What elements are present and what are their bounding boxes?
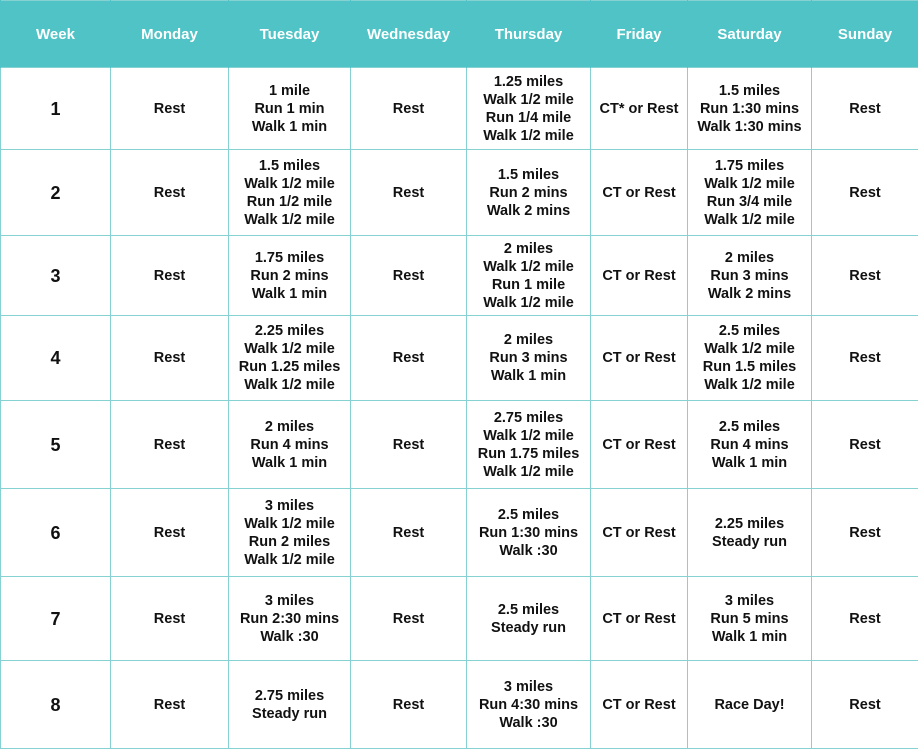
workout-line: Steady run xyxy=(252,705,327,722)
week-number: 5 xyxy=(1,401,111,489)
cell-tuesday xyxy=(229,489,351,577)
cell-friday xyxy=(591,661,688,749)
workout-line: Rest xyxy=(153,436,186,453)
workout-line: CT* or Rest xyxy=(599,100,679,117)
cell-tuesday xyxy=(229,316,351,401)
workout-line: Run 1/4 mile xyxy=(485,109,572,126)
workout-line: Walk 1 min xyxy=(711,628,788,645)
cell-friday xyxy=(591,577,688,661)
workout-line: Run 2:30 mins xyxy=(239,610,340,627)
workout-line: Rest xyxy=(849,524,881,541)
workout-line: Walk 2 mins xyxy=(486,202,571,219)
cell-thursday xyxy=(467,316,591,401)
table-row xyxy=(1,68,918,150)
header-wednesday: Wednesday xyxy=(351,1,467,68)
workout-line: Run 1 mile xyxy=(491,276,566,293)
header-monday: Monday xyxy=(111,1,229,68)
cell-sunday xyxy=(812,68,918,150)
workout-line: Run 2 mins xyxy=(489,184,568,201)
workout-line: CT or Rest xyxy=(602,350,676,366)
workout-line: Steady run xyxy=(712,533,787,550)
cell-saturday xyxy=(688,236,812,316)
workout-line: 2 miles xyxy=(724,249,775,266)
cell-sunday xyxy=(812,401,918,489)
workout-line: CT or Rest xyxy=(602,524,676,541)
workout-line: Run 2 miles xyxy=(248,533,331,550)
cell-wednesday xyxy=(351,236,467,316)
cell-monday xyxy=(111,401,229,489)
workout-line: Rest xyxy=(392,184,425,201)
workout-line: Rest xyxy=(153,267,186,284)
cell-tuesday xyxy=(229,150,351,236)
workout-line: Walk 1/2 mile xyxy=(704,341,795,357)
cell-tuesday xyxy=(229,577,351,661)
workout-line: Run 1.25 miles xyxy=(238,359,341,375)
cell-wednesday xyxy=(351,489,467,577)
workout-line: Run 4 mins xyxy=(250,436,329,453)
workout-line: 2.5 miles xyxy=(718,418,781,435)
workout-line: Walk 1 min xyxy=(251,285,328,302)
workout-line: Rest xyxy=(392,436,425,453)
header-sunday: Sunday xyxy=(812,1,918,68)
workout-line: Walk 1/2 mile xyxy=(244,175,335,192)
header-row xyxy=(1,1,918,68)
table-row xyxy=(1,316,918,401)
workout-line: Run 2 mins xyxy=(250,267,329,284)
workout-line: 2.75 miles xyxy=(254,687,325,704)
workout-line: Rest xyxy=(153,610,186,627)
cell-tuesday xyxy=(229,236,351,316)
cell-saturday xyxy=(688,401,812,489)
workout-line: Rest xyxy=(392,524,425,541)
workout-line: Walk 1/2 mile xyxy=(704,211,795,228)
workout-line: 1.5 miles xyxy=(258,157,321,174)
workout-line: Walk 1/2 mile xyxy=(483,427,574,444)
workout-line: Walk 1/2 mile xyxy=(244,341,335,357)
cell-tuesday xyxy=(229,661,351,749)
workout-line: 1.5 miles xyxy=(497,166,560,183)
week-number: 3 xyxy=(1,236,111,316)
table-header xyxy=(1,1,918,68)
workout-line: Walk 1:30 mins xyxy=(697,118,802,135)
workout-line: Rest xyxy=(153,696,186,713)
workout-line: Run 3 mins xyxy=(489,350,568,366)
cell-wednesday xyxy=(351,68,467,150)
cell-monday xyxy=(111,150,229,236)
cell-sunday xyxy=(812,489,918,577)
workout-line: Walk 1/2 mile xyxy=(704,175,795,192)
cell-thursday xyxy=(467,150,591,236)
workout-line: Run 1 min xyxy=(254,100,325,117)
workout-line: 3 miles xyxy=(264,497,315,514)
workout-line: Walk 1 min xyxy=(251,454,328,471)
table-body xyxy=(1,68,918,749)
cell-thursday xyxy=(467,577,591,661)
workout-line: 2.5 miles xyxy=(718,323,781,339)
header-friday: Friday xyxy=(591,1,688,68)
cell-monday xyxy=(111,316,229,401)
workout-line: Rest xyxy=(849,100,881,117)
workout-line: Run 5 mins xyxy=(710,610,789,627)
workout-line: Walk 1/2 mile xyxy=(483,258,574,275)
workout-line: Rest xyxy=(392,267,425,284)
workout-line: 1.75 miles xyxy=(714,157,785,174)
workout-line: Walk :30 xyxy=(260,628,319,645)
workout-line: Walk 1/2 mile xyxy=(244,377,335,393)
week-number: 7 xyxy=(1,577,111,661)
cell-sunday xyxy=(812,316,918,401)
workout-line: Walk 1/2 mile xyxy=(483,463,574,480)
table-row xyxy=(1,236,918,316)
week-number: 8 xyxy=(1,661,111,749)
workout-line: Walk 1 min xyxy=(711,454,788,471)
cell-friday xyxy=(591,401,688,489)
workout-line: 2.5 miles xyxy=(497,506,560,523)
workout-line: Rest xyxy=(849,350,881,366)
workout-line: CT or Rest xyxy=(602,436,676,453)
workout-line: Walk :30 xyxy=(499,714,558,731)
header-tuesday: Tuesday xyxy=(229,1,351,68)
workout-line: 2.75 miles xyxy=(493,409,564,426)
cell-monday xyxy=(111,489,229,577)
workout-line: CT or Rest xyxy=(602,696,676,713)
workout-line: Rest xyxy=(153,524,186,541)
cell-friday xyxy=(591,68,688,150)
workout-line: Walk 1/2 mile xyxy=(483,294,574,311)
workout-line: Rest xyxy=(392,696,425,713)
workout-line: Rest xyxy=(849,436,881,453)
cell-sunday xyxy=(812,661,918,749)
workout-line: Walk 1/2 mile xyxy=(704,377,795,393)
cell-thursday xyxy=(467,401,591,489)
workout-line: Walk 1/2 mile xyxy=(483,127,574,144)
workout-line: Rest xyxy=(392,100,425,117)
cell-wednesday xyxy=(351,316,467,401)
cell-thursday xyxy=(467,236,591,316)
cell-monday xyxy=(111,68,229,150)
workout-line: CT or Rest xyxy=(602,184,676,201)
week-number: 1 xyxy=(1,68,111,150)
cell-wednesday xyxy=(351,577,467,661)
workout-line: 1.25 miles xyxy=(493,73,564,90)
workout-line: 3 miles xyxy=(503,678,554,695)
table-row xyxy=(1,661,918,749)
workout-line: Rest xyxy=(849,696,881,713)
week-number: 4 xyxy=(1,316,111,401)
workout-line: 3 miles xyxy=(724,592,775,609)
workout-line: Run 4 mins xyxy=(710,436,789,453)
workout-line: Race Day! xyxy=(714,696,785,713)
table-row xyxy=(1,150,918,236)
cell-saturday xyxy=(688,150,812,236)
workout-line: Walk 1/2 mile xyxy=(483,91,574,108)
cell-tuesday xyxy=(229,401,351,489)
workout-line: Rest xyxy=(392,350,425,366)
week-number: 6 xyxy=(1,489,111,577)
cell-saturday xyxy=(688,489,812,577)
workout-line: 2.25 miles xyxy=(254,323,325,339)
cell-friday xyxy=(591,316,688,401)
workout-line: Walk 1/2 mile xyxy=(244,515,335,532)
workout-line: 2 miles xyxy=(503,332,554,348)
cell-wednesday xyxy=(351,150,467,236)
cell-monday xyxy=(111,661,229,749)
workout-line: Walk 1/2 mile xyxy=(244,551,335,568)
workout-line: Run 3 mins xyxy=(710,267,789,284)
workout-line: Run 1:30 mins xyxy=(699,100,800,117)
workout-line: Rest xyxy=(849,184,881,201)
workout-line: Steady run xyxy=(491,619,566,636)
workout-line: 2 miles xyxy=(503,240,554,257)
workout-line: 2 miles xyxy=(264,418,315,435)
cell-saturday xyxy=(688,68,812,150)
cell-thursday xyxy=(467,661,591,749)
workout-line: Run 3/4 mile xyxy=(706,193,793,210)
header-thursday: Thursday xyxy=(467,1,591,68)
workout-line: CT or Rest xyxy=(602,610,676,627)
table-row xyxy=(1,489,918,577)
cell-wednesday xyxy=(351,661,467,749)
table-row xyxy=(1,577,918,661)
workout-line: CT or Rest xyxy=(602,267,676,284)
workout-line: 1 mile xyxy=(268,82,311,99)
workout-line: Rest xyxy=(153,350,186,366)
workout-line: Run 1.75 miles xyxy=(477,445,580,462)
workout-line: Run 1:30 mins xyxy=(478,524,579,541)
cell-wednesday xyxy=(351,401,467,489)
workout-line: Walk 1/2 mile xyxy=(244,211,335,228)
table-row xyxy=(1,401,918,489)
cell-friday xyxy=(591,489,688,577)
workout-line: Rest xyxy=(849,610,881,627)
workout-line: 1.5 miles xyxy=(718,82,781,99)
workout-line: 1.75 miles xyxy=(254,249,325,266)
workout-line: Run 4:30 mins xyxy=(478,696,579,713)
workout-line: Rest xyxy=(849,267,881,284)
workout-line: 3 miles xyxy=(264,592,315,609)
header-saturday: Saturday xyxy=(688,1,812,68)
workout-line: Rest xyxy=(153,100,186,117)
workout-line: Rest xyxy=(153,184,186,201)
workout-line: Walk :30 xyxy=(499,542,558,559)
cell-saturday xyxy=(688,316,812,401)
cell-saturday xyxy=(688,661,812,749)
workout-line: Walk 2 mins xyxy=(707,285,792,302)
cell-thursday xyxy=(467,489,591,577)
workout-line: Walk 1 min xyxy=(251,118,328,135)
cell-friday xyxy=(591,150,688,236)
workout-line: 2.25 miles xyxy=(714,515,785,532)
cell-friday xyxy=(591,236,688,316)
cell-saturday xyxy=(688,577,812,661)
cell-sunday xyxy=(812,236,918,316)
workout-line: Run 1/2 mile xyxy=(246,193,333,210)
header-week: Week xyxy=(1,1,111,68)
week-number: 2 xyxy=(1,150,111,236)
cell-sunday xyxy=(812,150,918,236)
workout-line: Rest xyxy=(392,610,425,627)
cell-sunday xyxy=(812,577,918,661)
workout-line: Run 1.5 miles xyxy=(702,359,797,375)
workout-line: 2.5 miles xyxy=(497,601,560,618)
workout-line: Walk 1 min xyxy=(490,368,567,384)
cell-tuesday xyxy=(229,68,351,150)
cell-thursday xyxy=(467,68,591,150)
cell-monday xyxy=(111,577,229,661)
cell-monday xyxy=(111,236,229,316)
